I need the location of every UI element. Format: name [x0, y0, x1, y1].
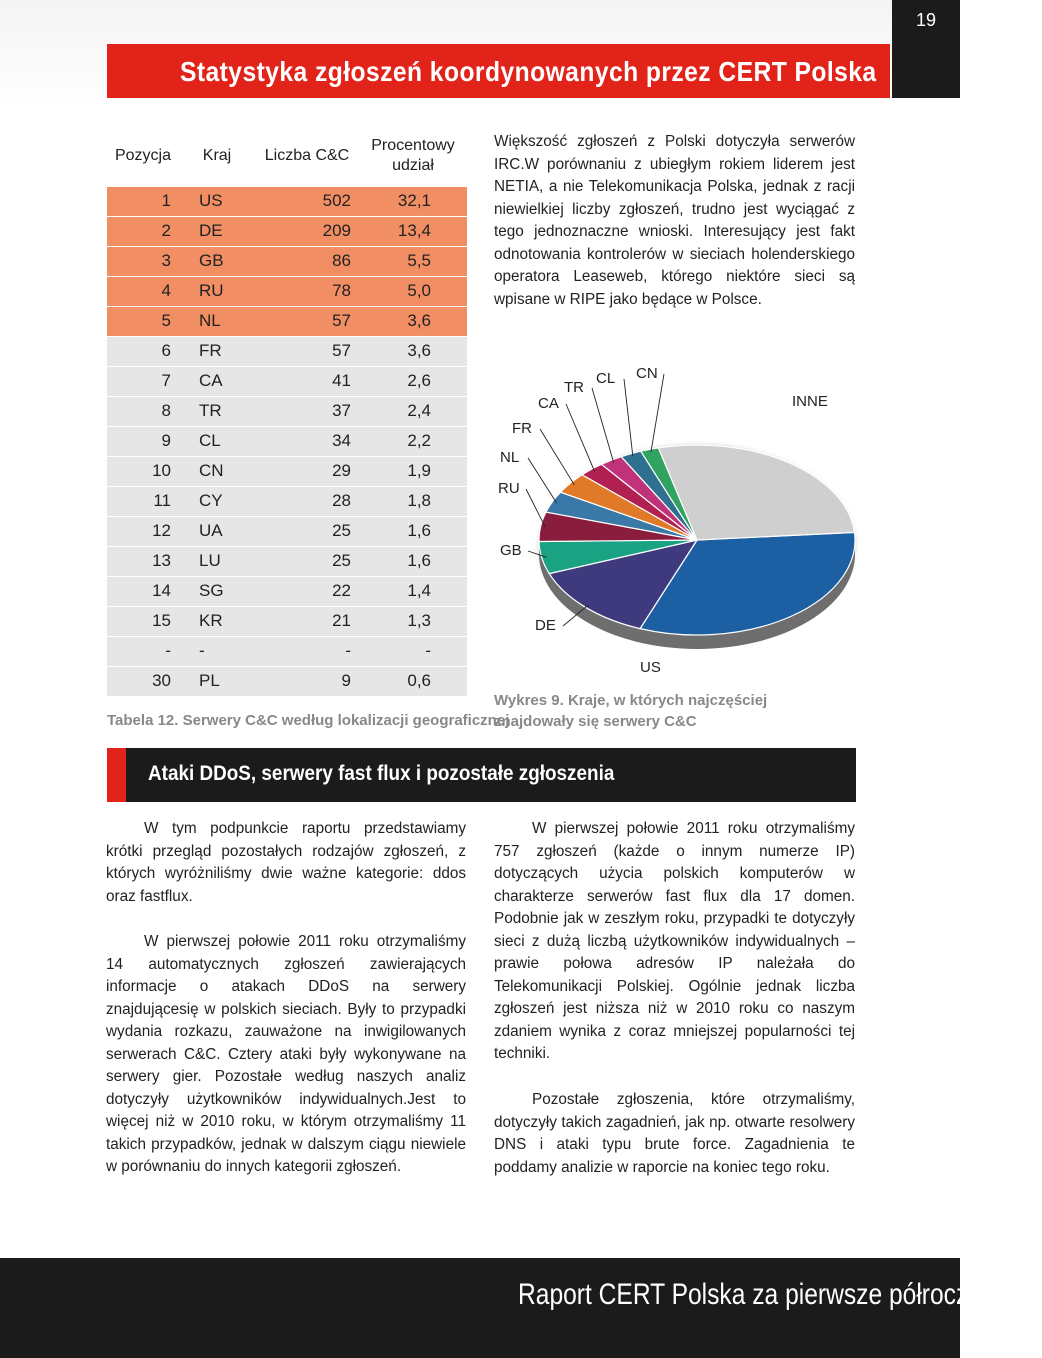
- page-number: 19: [915, 10, 937, 30]
- cell-percent: 1,6: [359, 546, 467, 576]
- intro-paragraph: Większość zgłoszeń z Polski dotyczyła serwerów IRC.W porównaniu z ubiegłym rokiem liderem jest NETIA, a nie Telekomunikacja Polska, jednak z racji niewielkiej liczby zgłoszeń, trudno jest wyciągać z tego jednoznaczne wnioski. Interesujący jest fakt odnotowania kontrolerów w sieciach holenderskiego operatora Leaseweb, którego niektóre sieci są wpisane w RIPE jako będące w Polsce.: [494, 133, 855, 308]
- leader-line-cl: [624, 379, 633, 456]
- cell-percent: 1,9: [359, 456, 467, 486]
- cell-percent: 0,6: [359, 666, 467, 696]
- cell-position: 7: [107, 366, 179, 396]
- pie-label-us: US: [640, 659, 661, 676]
- pie-label-fr: FR: [512, 420, 532, 437]
- cell-percent: -: [359, 636, 467, 666]
- cell-position: 2: [107, 216, 179, 246]
- page-title: Statystyka zgłoszeń koordynowanych przez CERT Polska: [180, 56, 877, 87]
- leader-line-ru: [526, 489, 545, 527]
- table-row: [107, 216, 467, 246]
- cell-count: 86: [255, 246, 359, 276]
- cell-country: TR: [179, 396, 255, 426]
- cell-position: 6: [107, 336, 179, 366]
- cell-country: -: [179, 636, 255, 666]
- cell-position: 8: [107, 396, 179, 426]
- cell-percent: 1,6: [359, 516, 467, 546]
- cell-country: SG: [179, 576, 255, 606]
- cell-count: 57: [255, 306, 359, 336]
- cell-country: RU: [179, 276, 255, 306]
- pie-chart: [490, 355, 860, 685]
- pie-label-nl: NL: [500, 449, 520, 466]
- table-row: [107, 186, 467, 216]
- cell-count: 21: [255, 606, 359, 636]
- table-row: [107, 486, 467, 516]
- cell-position: -: [107, 636, 179, 666]
- pie-label-ca: CA: [538, 395, 559, 412]
- table-row: [107, 336, 467, 366]
- cell-percent: 3,6: [359, 336, 467, 366]
- table-row: [107, 666, 467, 696]
- right-paragraph-1: W pierwszej połowie 2011 roku otrzymaliśmy 757 zgłoszeń (każde o innym numerze IP) dotyczących użycia polskich komputerów w charakterze serwerów fast flux dla 17 domen. Podobnie jak w zeszłym roku, przypadki te dotyczyły sieci z dużą liczbą użytkowników indywidualnych – prawie połowa adresów IP należała do Telekomunikacji Polskiej. Ogólnie jednak liczba zgłoszeń jest niższa niż w 2010 roku co naszym zdaniem wynika z coraz mniejszej popularności tej techniki.: [494, 820, 855, 1062]
- cell-count: 502: [255, 186, 359, 216]
- footer-title: Raport CERT Polska za pierwsze półrocze 2011: [518, 1278, 1042, 1311]
- cc-servers-table: [107, 126, 467, 697]
- pie-label-gb: GB: [500, 542, 522, 559]
- section-accent: [107, 748, 126, 802]
- cell-country: GB: [179, 246, 255, 276]
- cell-count: 28: [255, 486, 359, 516]
- table-row: [107, 276, 467, 306]
- cell-position: 30: [107, 666, 179, 696]
- table-row: [107, 396, 467, 426]
- cell-percent: 5,0: [359, 276, 467, 306]
- cell-count: 22: [255, 576, 359, 606]
- leader-line-nl: [528, 458, 557, 503]
- table-row: [107, 636, 467, 666]
- cell-country: UA: [179, 516, 255, 546]
- cell-count: 41: [255, 366, 359, 396]
- cell-percent: 1,3: [359, 606, 467, 636]
- cell-count: 209: [255, 216, 359, 246]
- cell-country: CA: [179, 366, 255, 396]
- cell-percent: 1,8: [359, 486, 467, 516]
- cell-count: 57: [255, 336, 359, 366]
- table-row: [107, 516, 467, 546]
- cell-percent: 1,4: [359, 576, 467, 606]
- right-paragraph-2: Pozostałe zgłoszenia, które otrzymaliśmy, dotyczyły takich zagadnień, jak np. otwarte resolwery DNS i ataki typu brute force. Zagadnienia te poddamy analizie w raporcie na koniec tego roku.: [494, 1091, 855, 1176]
- table-row: [107, 306, 467, 336]
- pie-label-inne: INNE: [792, 393, 828, 410]
- cell-count: 37: [255, 396, 359, 426]
- cell-country: FR: [179, 336, 255, 366]
- cell-country: CY: [179, 486, 255, 516]
- table-row: [107, 606, 467, 636]
- cell-position: 15: [107, 606, 179, 636]
- header-position: Pozycja: [107, 126, 179, 186]
- header-count: Liczba C&C: [255, 126, 359, 186]
- leader-line-cn: [651, 374, 664, 452]
- cell-percent: 2,4: [359, 396, 467, 426]
- pie-label-tr: TR: [564, 379, 584, 396]
- cell-percent: 2,6: [359, 366, 467, 396]
- pie-label-de: DE: [535, 617, 556, 634]
- cell-count: 34: [255, 426, 359, 456]
- table-row: [107, 576, 467, 606]
- cell-country: KR: [179, 606, 255, 636]
- table-row: [107, 426, 467, 456]
- cell-percent: 13,4: [359, 216, 467, 246]
- pie-label-cl: CL: [596, 370, 616, 387]
- cell-position: 13: [107, 546, 179, 576]
- leader-line-ca: [566, 404, 595, 471]
- cell-position: 11: [107, 486, 179, 516]
- cell-count: 9: [255, 666, 359, 696]
- table-row: [107, 246, 467, 276]
- cell-count: -: [255, 636, 359, 666]
- cell-country: DE: [179, 216, 255, 246]
- cell-country: PL: [179, 666, 255, 696]
- cell-percent: 3,6: [359, 306, 467, 336]
- cell-count: 25: [255, 516, 359, 546]
- cell-position: 5: [107, 306, 179, 336]
- left-paragraph-2: W pierwszej połowie 2011 roku otrzymaliśmy 14 automatycznych zgłoszeń zawierających informacje o atakach DDoS na serwery znajdującesię w polskich sieciach. Były to przypadki wydania rozkazu, zauważone na inwigilowanych serwerach C&C. Cztery ataki były wykonywane na serwery gier. Pozostałe według naszych analiz dotyczyły użytkowników indywidualnych.Jest to więcej niż w 2010 roku, w którym otrzymaliśmy 11 takich przypadków, jednak w dalszym ciągu niewiele w porównaniu do innych kategorii zgłoszeń.: [106, 933, 466, 1175]
- section-title: Ataki DDoS, serwery fast flux i pozostałe zgłoszenia: [148, 762, 615, 785]
- cell-percent: 5,5: [359, 246, 467, 276]
- table-header-row: [107, 126, 467, 186]
- cell-count: 29: [255, 456, 359, 486]
- header-percent: Procentowy udział: [359, 126, 467, 186]
- table-row: [107, 456, 467, 486]
- cell-count: 25: [255, 546, 359, 576]
- cell-position: 4: [107, 276, 179, 306]
- cell-country: US: [179, 186, 255, 216]
- cell-count: 78: [255, 276, 359, 306]
- cell-position: 14: [107, 576, 179, 606]
- chart-caption: Wykres 9. Kraje, w których najczęściej znajdowały się serwery C&C: [494, 692, 768, 730]
- cell-country: CL: [179, 426, 255, 456]
- cell-position: 12: [107, 516, 179, 546]
- cell-country: CN: [179, 456, 255, 486]
- pie-label-ru: RU: [498, 480, 520, 497]
- table-row: [107, 366, 467, 396]
- cell-position: 10: [107, 456, 179, 486]
- left-paragraph-1: W tym podpunkcie raportu przedstawiamy krótki przegląd pozostałych rodzajów zgłoszeń, z których wyróżniliśmy dwie ważne kategorie: ddos oraz fastflux.: [106, 820, 466, 905]
- table-caption: Tabela 12. Serwery C&C według lokalizacji geograficznej: [107, 712, 510, 729]
- cell-country: NL: [179, 306, 255, 336]
- pie-label-cn: CN: [636, 365, 658, 382]
- cell-percent: 32,1: [359, 186, 467, 216]
- header-country: Kraj: [179, 126, 255, 186]
- cell-position: 9: [107, 426, 179, 456]
- cell-percent: 2,2: [359, 426, 467, 456]
- leader-line-tr: [592, 388, 614, 463]
- cell-position: 1: [107, 186, 179, 216]
- table-row: [107, 546, 467, 576]
- table-body: [107, 186, 467, 696]
- leader-line-fr: [540, 429, 574, 485]
- cell-position: 3: [107, 246, 179, 276]
- cell-country: LU: [179, 546, 255, 576]
